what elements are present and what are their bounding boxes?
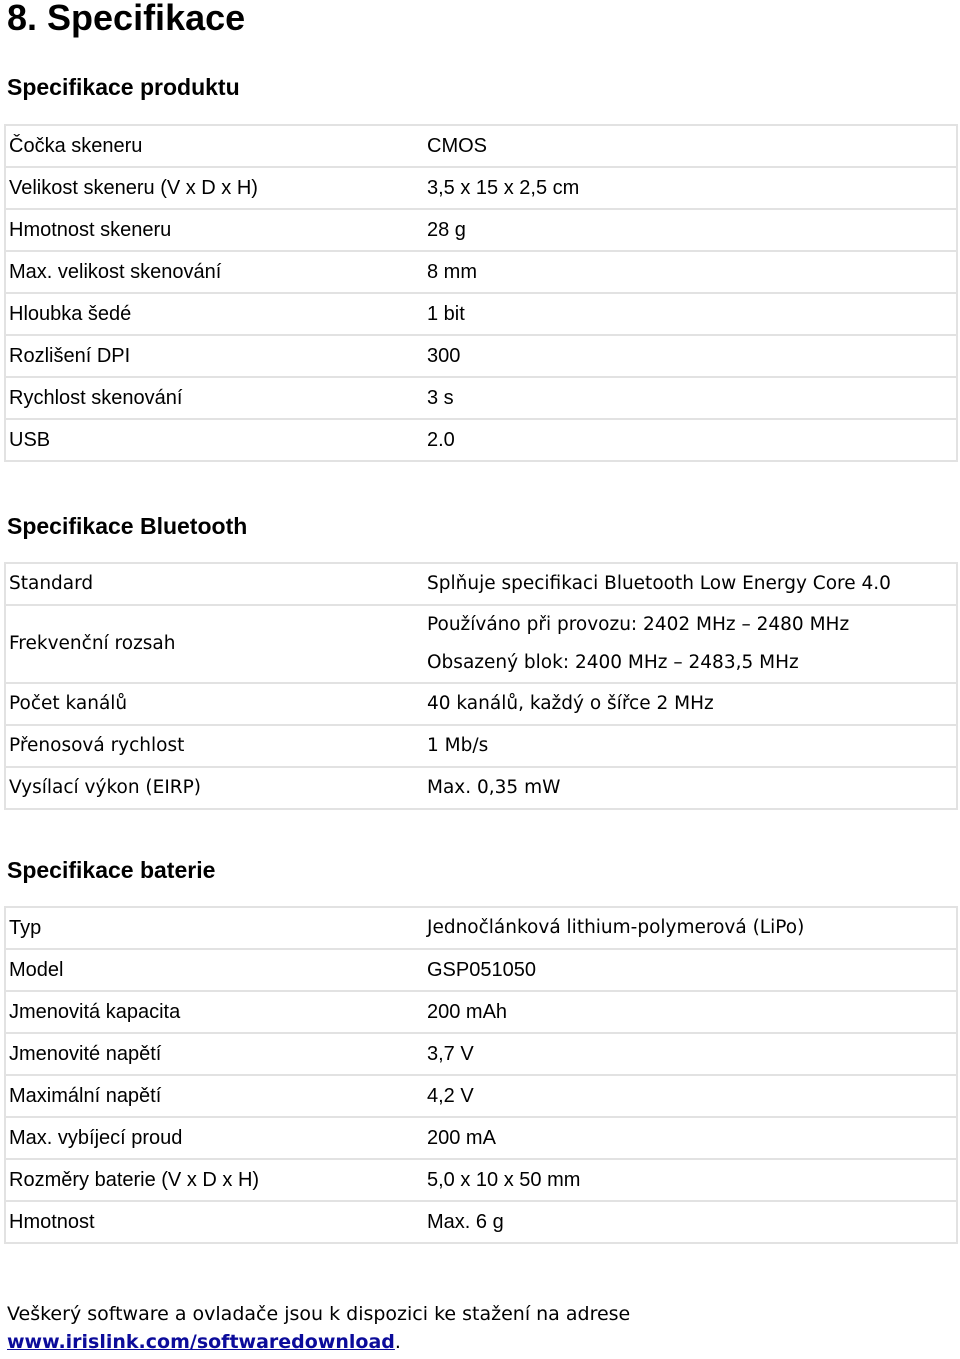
spec-label: Přenosová rychlost bbox=[5, 725, 419, 767]
battery-spec-heading: Specifikace baterie bbox=[7, 857, 216, 883]
table-row bbox=[5, 167, 957, 209]
spec-label: Typ bbox=[5, 907, 419, 949]
spec-value: 300 bbox=[419, 335, 957, 377]
spec-label: Standard bbox=[5, 563, 419, 605]
download-note-text: Veškerý software a ovladače jsou k dispozici ke stažení na adrese bbox=[7, 1303, 631, 1325]
spec-value: Max. 0,35 mW bbox=[419, 767, 957, 809]
download-note-end: . bbox=[394, 1331, 401, 1353]
table-row bbox=[5, 335, 957, 377]
product-spec-heading: Specifikace produktu bbox=[7, 74, 240, 100]
spec-value: 3 s bbox=[419, 377, 957, 419]
spec-value-line: Obsazený blok: 2400 MHz – 2483,5 MHz bbox=[427, 652, 799, 673]
spec-label: Hmotnost skeneru bbox=[5, 209, 419, 251]
table-row bbox=[5, 1117, 957, 1159]
table-row bbox=[5, 1159, 957, 1201]
table-row bbox=[5, 419, 957, 461]
spec-value: 2.0 bbox=[419, 419, 957, 461]
spec-value: 8 mm bbox=[419, 251, 957, 293]
table-row bbox=[5, 949, 957, 991]
spec-value-line: Používáno při provozu: 2402 MHz – 2480 MHz bbox=[427, 614, 850, 635]
battery-spec-table bbox=[4, 906, 958, 1244]
spec-label: Velikost skeneru (V x D x H) bbox=[5, 167, 419, 209]
bluetooth-spec-table bbox=[4, 562, 958, 810]
software-download-link[interactable]: www.irislink.com/softwaredownload bbox=[7, 1331, 395, 1353]
spec-value: 200 mA bbox=[419, 1117, 957, 1159]
spec-label: Model bbox=[5, 949, 419, 991]
table-row bbox=[5, 1033, 957, 1075]
spec-value: 1 Mb/s bbox=[419, 725, 957, 767]
spec-label: Rychlost skenování bbox=[5, 377, 419, 419]
table-row bbox=[5, 563, 957, 605]
spec-value: 200 mAh bbox=[419, 991, 957, 1033]
table-row bbox=[5, 1075, 957, 1117]
spec-label: Hmotnost bbox=[5, 1201, 419, 1243]
spec-label: Max. velikost skenování bbox=[5, 251, 419, 293]
spec-value: CMOS bbox=[419, 125, 957, 167]
spec-value: 3,5 x 15 x 2,5 cm bbox=[419, 167, 957, 209]
spec-value: 3,7 V bbox=[419, 1033, 957, 1075]
table-row bbox=[5, 907, 957, 949]
download-note bbox=[7, 1300, 630, 1356]
page-title: 8. Specifikace bbox=[7, 0, 246, 38]
spec-label: Frekvenční rozsah bbox=[5, 605, 419, 683]
spec-label: Čočka skeneru bbox=[5, 125, 419, 167]
spec-label: Rozlišení DPI bbox=[5, 335, 419, 377]
spec-label: USB bbox=[5, 419, 419, 461]
table-row bbox=[5, 605, 957, 683]
spec-label: Počet kanálů bbox=[5, 683, 419, 725]
spec-value: 1 bit bbox=[419, 293, 957, 335]
spec-value: 28 g bbox=[419, 209, 957, 251]
spec-value: GSP051050 bbox=[419, 949, 957, 991]
table-row bbox=[5, 209, 957, 251]
spec-label: Jmenovité napětí bbox=[5, 1033, 419, 1075]
spec-label: Jmenovitá kapacita bbox=[5, 991, 419, 1033]
spec-value bbox=[419, 605, 957, 683]
product-spec-table bbox=[4, 124, 958, 462]
spec-label: Rozměry baterie (V x D x H) bbox=[5, 1159, 419, 1201]
table-row bbox=[5, 1201, 957, 1243]
spec-value: 5,0 x 10 x 50 mm bbox=[419, 1159, 957, 1201]
spec-value: 4,2 V bbox=[419, 1075, 957, 1117]
spec-value: Jednočlánková lithium-polymerová (LiPo) bbox=[419, 907, 957, 949]
spec-value: 40 kanálů, každý o šířce 2 MHz bbox=[419, 683, 957, 725]
table-row bbox=[5, 767, 957, 809]
table-row bbox=[5, 683, 957, 725]
spec-label: Maximální napětí bbox=[5, 1075, 419, 1117]
bluetooth-spec-heading: Specifikace Bluetooth bbox=[7, 513, 248, 539]
spec-label: Hloubka šedé bbox=[5, 293, 419, 335]
table-row bbox=[5, 125, 957, 167]
table-row bbox=[5, 725, 957, 767]
spec-value: Splňuje specifikaci Bluetooth Low Energy Core 4.0 bbox=[419, 563, 957, 605]
table-row bbox=[5, 991, 957, 1033]
table-row bbox=[5, 251, 957, 293]
spec-label: Vysílací výkon (EIRP) bbox=[5, 767, 419, 809]
spec-value: Max. 6 g bbox=[419, 1201, 957, 1243]
table-row bbox=[5, 293, 957, 335]
table-row bbox=[5, 377, 957, 419]
spec-label: Max. vybíjecí proud bbox=[5, 1117, 419, 1159]
